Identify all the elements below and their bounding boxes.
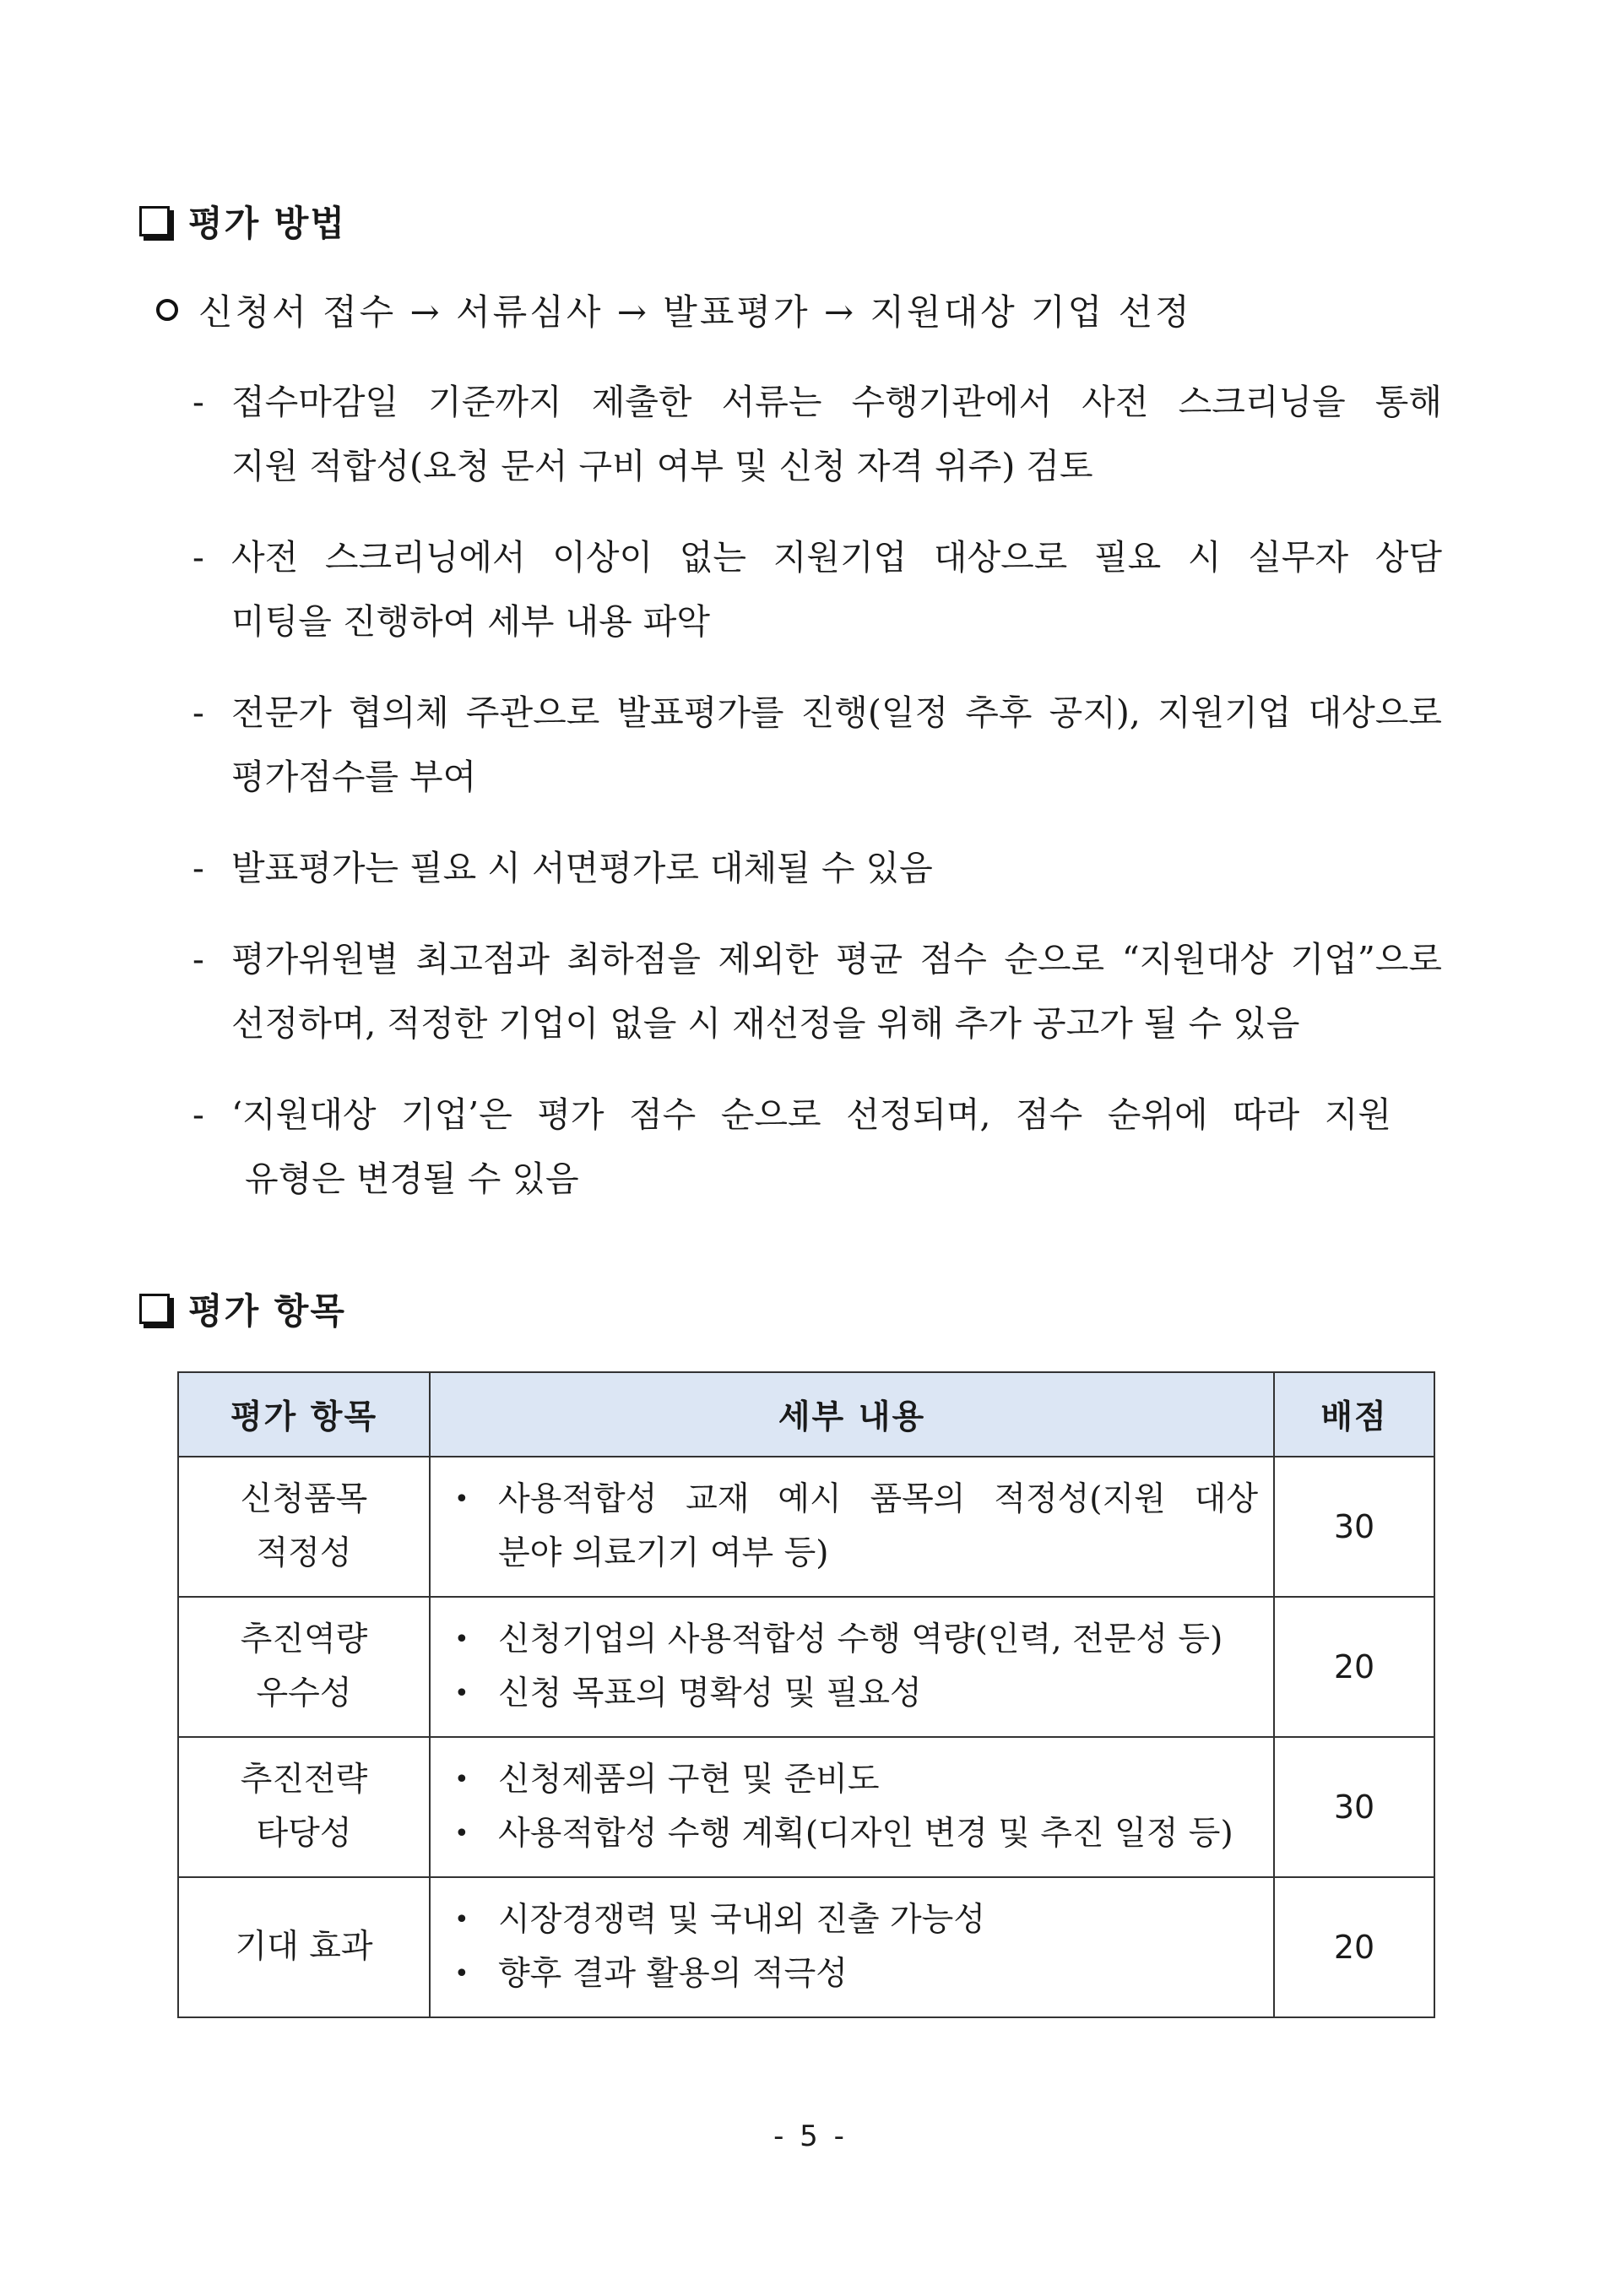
table-row <box>178 1877 1434 2017</box>
process-flow-text: 신청서 접수 → 서류심사 → 발표평가 → 지원대상 기업 선정 <box>198 291 1192 333</box>
table-header-item: 평가 항목 <box>178 1372 430 1457</box>
bullet-marker: • <box>454 1485 469 1514</box>
list-item-text: 사전 스크리닝에서 이상이 없는 지원기업 대상으로 필요 시 실무자 상담 <box>231 537 1442 578</box>
dash-marker: - <box>192 537 204 578</box>
score-cell: 20 <box>1274 1597 1434 1737</box>
list-item-text: 평가위원별 최고점과 최하점을 제외한 평균 점수 순으로 “지원대상 기업”으로 <box>231 939 1442 980</box>
list-item-text-continued: 지원 적합성(요청 문서 구비 여부 및 신청 자격 위주) 검토 <box>231 446 1093 486</box>
table-row <box>178 1597 1434 1737</box>
bullet-marker: • <box>454 1905 469 1935</box>
item-name-cell <box>178 1597 430 1737</box>
score-cell: 30 <box>1274 1737 1434 1877</box>
detail-text: 신청기업의 사용적합성 수행 역량(인력, 전문성 등) <box>498 1620 1223 1658</box>
checkbox-square-icon <box>139 206 170 236</box>
item-name: 추진전략 <box>240 1761 368 1799</box>
section-title: 평가 방법 <box>188 203 346 244</box>
section-heading-evaluation-method <box>139 196 346 247</box>
bullet-marker: • <box>454 1819 469 1848</box>
score-cell: 30 <box>1274 1457 1434 1597</box>
item-name-cell <box>178 1877 430 2017</box>
item-name: 우수성 <box>256 1675 352 1713</box>
bullet-marker: • <box>454 1765 469 1794</box>
table-header-detail: 세부 내용 <box>430 1372 1274 1457</box>
page-number: - 5 - <box>773 2120 848 2153</box>
item-name: 추진역량 <box>240 1620 368 1658</box>
table-header-score: 배점 <box>1274 1372 1434 1457</box>
section-title: 평가 항목 <box>188 1290 346 1332</box>
process-flow <box>156 280 1192 339</box>
dash-marker: - <box>192 692 204 733</box>
detail-text: 신청 목표의 명확성 및 필요성 <box>498 1675 922 1713</box>
detail-cell <box>430 1877 1274 2017</box>
table-row <box>178 1457 1434 1597</box>
detail-text: 사용적합성 수행 계획(디자인 변경 및 추진 일정 등) <box>498 1815 1233 1853</box>
item-name: 기대 효과 <box>235 1928 373 1966</box>
item-name-cell <box>178 1737 430 1877</box>
item-name: 타당성 <box>256 1815 352 1853</box>
table-row <box>178 1737 1434 1877</box>
bullet-marker: • <box>454 1959 469 1989</box>
list-item-text-continued: 평가점수를 부여 <box>231 757 477 797</box>
detail-cell <box>430 1597 1274 1737</box>
list-item <box>192 927 1442 1056</box>
list-item <box>192 681 1442 809</box>
list-item-text-continued: 선정하며, 적정한 기업이 없을 시 재선정을 위해 추가 공고가 될 수 있음 <box>231 1003 1300 1044</box>
dash-marker: - <box>192 939 204 980</box>
section-heading-evaluation-items <box>139 1284 346 1334</box>
list-item-text: 발표평가는 필요 시 서면평가로 대체될 수 있음 <box>231 848 933 888</box>
circle-bullet-icon <box>156 299 178 321</box>
list-item-text-continued: 유형은 변경될 수 있음 <box>245 1159 579 1199</box>
bullet-marker: • <box>454 1679 469 1708</box>
detail-text: 분야 의료기기 여부 등) <box>498 1534 829 1572</box>
dash-marker: - <box>192 848 204 888</box>
detail-cell <box>430 1457 1274 1597</box>
bullet-marker: • <box>454 1625 469 1654</box>
dash-marker: - <box>192 1094 204 1135</box>
evaluation-table <box>177 1371 1435 2018</box>
list-item <box>192 370 1442 498</box>
detail-cell <box>430 1737 1274 1877</box>
list-item-text: ‘지원대상 기업’은 평가 점수 순으로 선정되며, 점수 순위에 따라 지원 <box>231 1094 1391 1135</box>
checkbox-square-icon <box>139 1294 170 1324</box>
list-item <box>192 836 1442 900</box>
table-header-row <box>178 1372 1434 1457</box>
item-name-cell <box>178 1457 430 1597</box>
list-item-text: 접수마감일 기준까지 제출한 서류는 수행기관에서 사전 스크리닝을 통해 <box>231 382 1442 422</box>
score-cell: 20 <box>1274 1877 1434 2017</box>
dash-marker: - <box>192 382 204 422</box>
detail-text: 신청제품의 구현 및 준비도 <box>498 1761 880 1799</box>
item-name: 적정성 <box>256 1534 352 1572</box>
list-item-text: 전문가 협의체 주관으로 발표평가를 진행(일정 추후 공지), 지원기업 대상으로 <box>231 692 1442 733</box>
list-item <box>192 1083 1391 1211</box>
detail-text: 사용적합성 교재 예시 품목의 적정성(지원 대상 <box>498 1480 1258 1518</box>
item-name: 신청품목 <box>240 1480 368 1518</box>
detail-text: 시장경쟁력 및 국내외 진출 가능성 <box>498 1901 986 1939</box>
detail-text: 향후 결과 활용의 적극성 <box>498 1955 848 1993</box>
list-item-text-continued: 미팅을 진행하여 세부 내용 파악 <box>231 601 711 642</box>
list-item <box>192 525 1442 654</box>
